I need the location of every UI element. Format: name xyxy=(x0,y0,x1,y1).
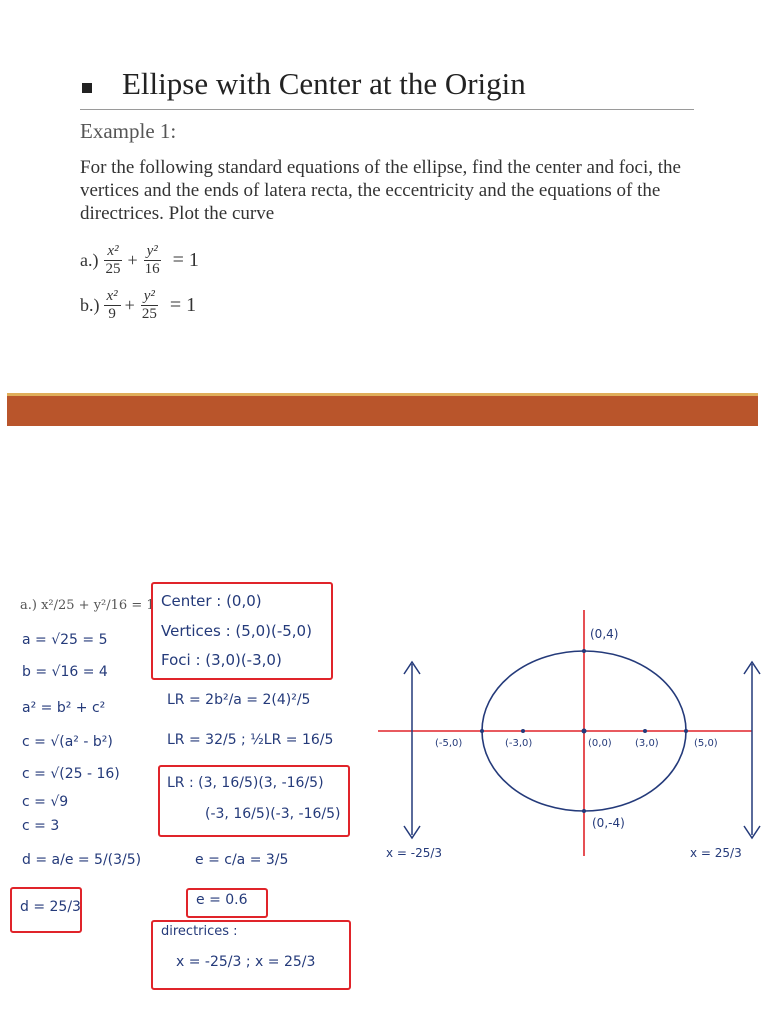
vertices-text: Vertices : (5,0)(-5,0) xyxy=(161,622,312,640)
note-c4: c = 3 xyxy=(22,818,60,834)
label-right-focus: (3,0) xyxy=(635,738,659,749)
lr-points-2: (-3, 16/5)(-3, -16/5) xyxy=(205,806,341,822)
label-bottom: (0,-4) xyxy=(592,816,625,830)
small-equation: a.) x²/25 + y²/16 = 1 xyxy=(20,598,155,613)
fraction: $\frac{\text{y²}}{25}$ xyxy=(141,288,157,322)
vertex-right-point xyxy=(684,729,688,733)
label-right-vertex: (5,0) xyxy=(694,738,718,749)
label-directrix-left: x = -25/3 xyxy=(386,846,443,860)
arrow-down-icon xyxy=(404,826,420,838)
eccentricity-value: e = 0.6 xyxy=(196,892,248,908)
foci-text: Foci : (3,0)(-3,0) xyxy=(161,651,282,669)
directrices-eq: x = -25/3 ; x = 25/3 xyxy=(176,954,316,970)
note-c1: c = √(a² - b²) xyxy=(22,734,113,750)
focus-left-point xyxy=(521,729,525,733)
co-vertex-bottom-point xyxy=(582,809,586,813)
focus-right-point xyxy=(643,729,647,733)
lr-points-1: LR : (3, 16/5)(3, -16/5) xyxy=(167,775,324,791)
fraction: $\frac{\text{x²}}{9}$ xyxy=(104,288,121,323)
fraction: $\frac{\text{y²}}{16}$ xyxy=(144,243,160,277)
label-left-focus: (-3,0) xyxy=(505,738,533,749)
note-a: a = √25 = 5 xyxy=(22,632,108,648)
equation-label: a.) xyxy=(80,250,99,270)
note-c3: c = √9 xyxy=(22,794,69,810)
slide-title: Ellipse with Center at the Origin xyxy=(122,66,526,101)
title-divider xyxy=(80,109,694,110)
note-c2: c = √(25 - 16) xyxy=(22,766,120,782)
vertex-left-point xyxy=(480,729,484,733)
note-pythag: a² = b² + c² xyxy=(22,700,106,716)
equation-label: b.) xyxy=(80,295,100,315)
bullet-icon xyxy=(82,83,92,93)
label-origin: (0,0) xyxy=(588,738,612,749)
ellipse-curve xyxy=(482,651,686,811)
example-heading: Example 1: xyxy=(80,119,177,143)
equation-b: b.) $\frac{\text{x²}}{9}$ + $\frac{\text{y²}}{25}$ = 1 xyxy=(80,288,197,322)
label-directrix-right: x = 25/3 xyxy=(690,846,742,860)
label-top: (0,4) xyxy=(590,627,619,641)
note-b: b = √16 = 4 xyxy=(22,664,108,680)
note-d2: d = 25/3 xyxy=(20,899,81,915)
origin-point xyxy=(582,729,587,734)
label-left-vertex: (-5,0) xyxy=(435,738,463,749)
problem-statement: For the following standard equations of the ellipse, find the center and foci, the vertices and the ends of latera recta, the eccentricity and the equations of the directrices. Plot the curve xyxy=(80,157,681,224)
center-text: Center : (0,0) xyxy=(161,592,262,610)
accent-band xyxy=(7,396,758,426)
lr-value: LR = 32/5 ; ½LR = 16/5 xyxy=(167,732,334,748)
arrow-up-icon xyxy=(744,662,760,674)
directrices-title: directrices : xyxy=(161,924,238,939)
arrow-down-icon xyxy=(744,826,760,838)
arrow-up-icon xyxy=(404,662,420,674)
eccentricity-formula: e = c/a = 3/5 xyxy=(195,852,289,868)
note-d1: d = a/e = 5/(3/5) xyxy=(22,852,142,868)
lr-formula: LR = 2b²/a = 2(4)²/5 xyxy=(167,692,311,708)
equation-a: a.) $\frac{\text{x²}}{25}$ + $\frac{\text{y²}}{16}$ = 1 xyxy=(80,243,199,277)
fraction: $\frac{\text{x²}}{25}$ xyxy=(105,243,121,277)
co-vertex-top-point xyxy=(582,649,586,653)
